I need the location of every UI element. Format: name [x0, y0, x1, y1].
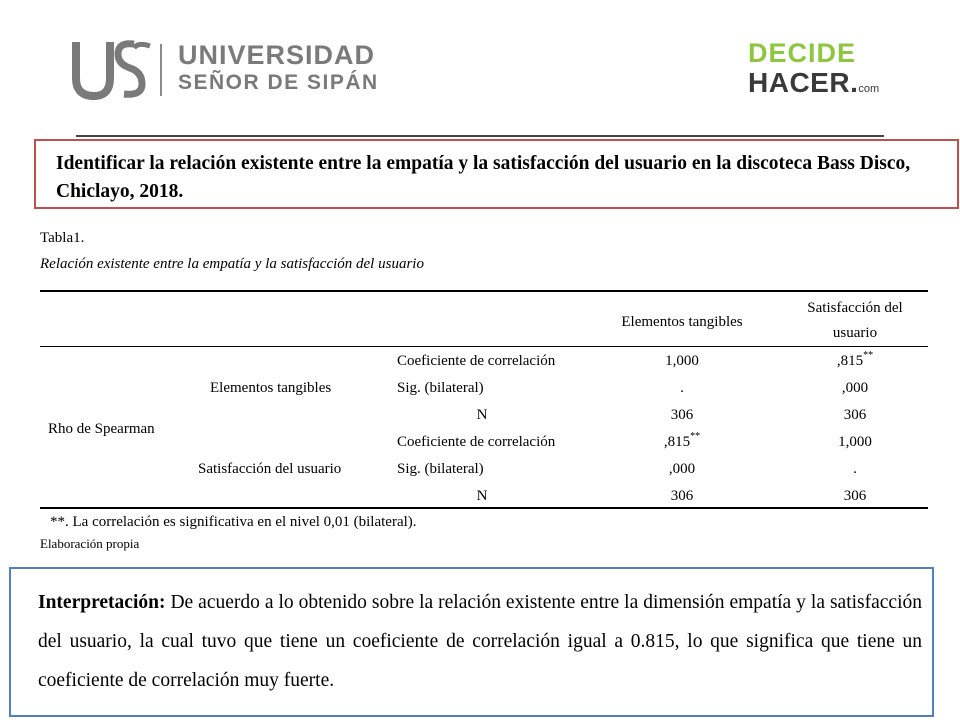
table-cell: 306 [843, 488, 867, 504]
cell-value: ,815 [836, 353, 864, 369]
group-label: Rho de Spearman [48, 421, 155, 437]
stat-label: Sig. (bilateral) [397, 380, 484, 396]
significance-marker: ** [690, 431, 701, 442]
stat-label: Coeficiente de correlación [397, 353, 556, 369]
objective-box [34, 139, 959, 209]
interpretation-label: Interpretación: [38, 592, 166, 613]
table-cell: 306 [843, 407, 867, 423]
stat-label: N [476, 407, 488, 423]
decide-hacer-logo [748, 40, 898, 100]
uss-line-1: UNIVERSIDAD [178, 40, 376, 70]
table-cell: 1,000 [838, 434, 872, 450]
column-header-satisfaccion-2: usuario [832, 325, 878, 341]
variable-label-elementos: Elementos tangibles [210, 380, 332, 396]
correlation-table [40, 290, 928, 508]
uss-divider [160, 44, 162, 96]
table-cell: . [853, 461, 857, 477]
variable-label-satisfaccion: Satisfacción del usuario [198, 461, 342, 477]
cell-value: ,815 [663, 434, 691, 450]
logo-suffix: com [858, 83, 880, 95]
decide-logo-line-1: DECIDE [748, 38, 857, 68]
table-cell: 1,000 [665, 353, 699, 369]
table-cell [664, 433, 700, 451]
table-label: Tabla1. [40, 230, 85, 246]
table-bottom-rule [40, 507, 928, 509]
uss-logo [72, 38, 412, 102]
table-cell: . [680, 380, 684, 396]
interpretation-box [9, 567, 934, 717]
interpretation-text [38, 583, 922, 700]
stat-label: Coeficiente de correlación [397, 434, 556, 450]
logo-dot: . [850, 67, 859, 98]
table-cell: 306 [670, 488, 694, 504]
table-header-rule [40, 346, 928, 347]
decide-logo-line-2 [748, 68, 879, 104]
table-cell: ,000 [841, 380, 869, 396]
header-divider [76, 135, 884, 137]
significance-marker: ** [863, 350, 874, 361]
stat-label: Sig. (bilateral) [397, 461, 484, 477]
table-cell: 306 [670, 407, 694, 423]
uss-line-2: SEÑOR DE SIPÁN [178, 71, 379, 94]
table-cell [837, 352, 873, 370]
table-cell: ,000 [668, 461, 696, 477]
uss-monogram-icon [72, 38, 154, 100]
objective-text: Identificar la relación existente entre la empatía y la satisfacción del usuario en la discoteca Bass Disco, Chiclayo, 2018. [56, 153, 911, 202]
table-top-rule [40, 290, 928, 292]
column-header-elementos: Elementos tangibles [621, 314, 743, 330]
table-source: Elaboración propia [40, 536, 140, 551]
table-footnote: **. La correlación es significativa en el nivel 0,01 (bilateral). [50, 514, 417, 530]
interpretation-body: De acuerdo a lo obtenido sobre la relación existente entre la dimensión empatía y la satisfacción del usuario, la cual tuvo que tiene un coeficiente de correlación igual a 0.815, lo que significa que tiene un coeficiente de correlación muy fuerte. [38, 592, 922, 691]
column-header-satisfaccion-1: Satisfacción del [807, 300, 903, 316]
table-title: Relación existente entre la empatía y la satisfacción del usuario [40, 256, 424, 272]
hacer-text: HACER [748, 67, 851, 98]
stat-label: N [476, 488, 488, 504]
